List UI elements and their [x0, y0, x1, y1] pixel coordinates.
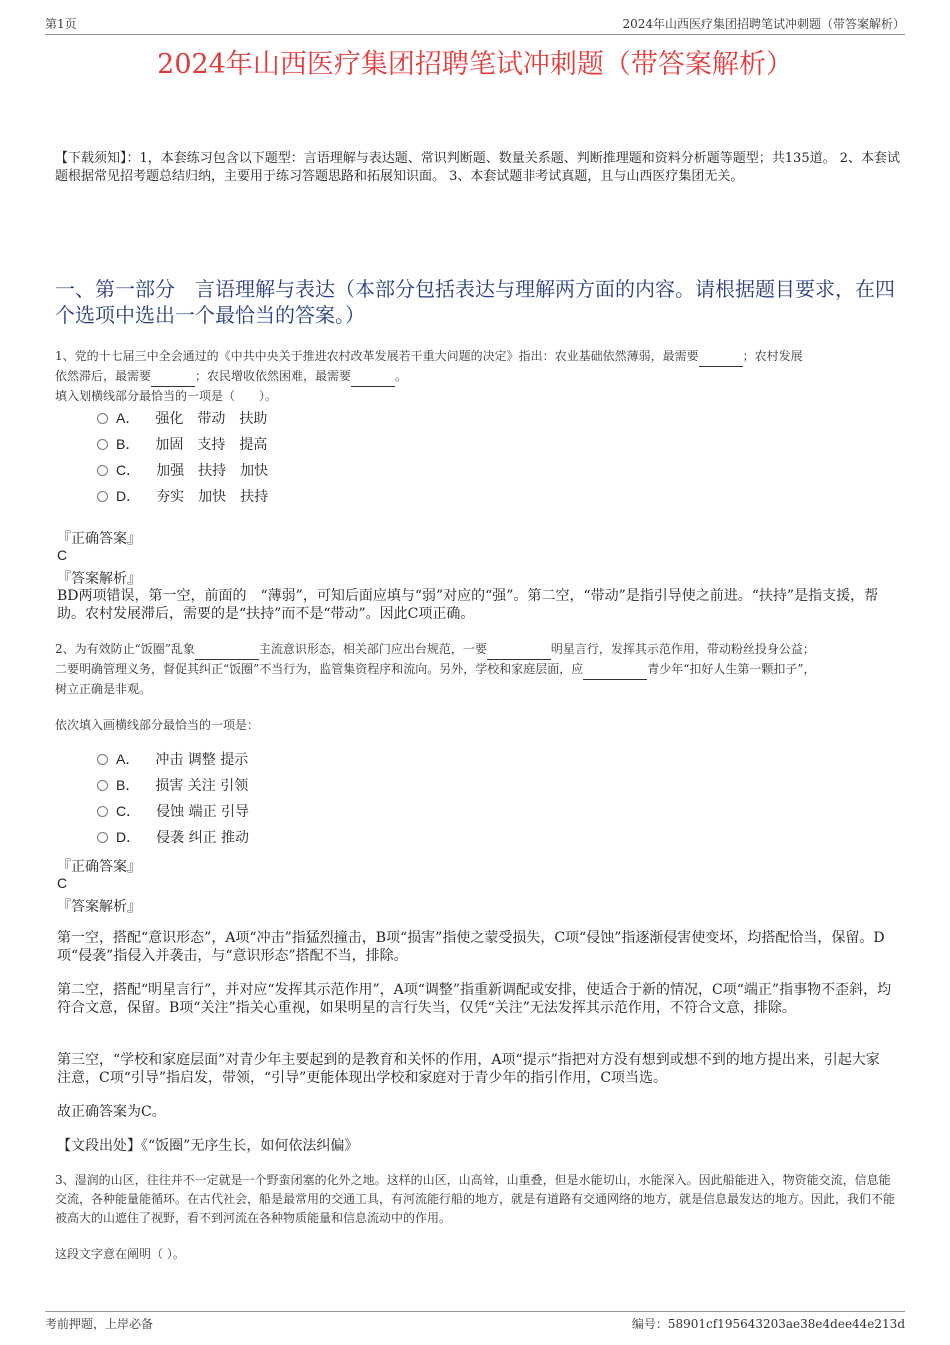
q1-answer-label: 『正确答案』	[57, 531, 141, 547]
option-text: 加强 扶持 加快	[156, 463, 269, 479]
radio-icon[interactable]	[97, 754, 108, 765]
option-letter: C．	[116, 803, 141, 819]
blank-line	[151, 367, 195, 387]
blank-line	[487, 640, 551, 660]
page-number: 第1页	[45, 17, 77, 31]
q1-answer: C	[57, 547, 68, 563]
option-letter: C．	[116, 462, 141, 478]
document-title: 2024年山西医疗集团招聘笔试冲刺题（带答案解析）	[157, 49, 793, 80]
q2-analysis-para-1: 第一空，搭配“意识形态”，A项“冲击”指猛烈撞击，B项“损害”指使之蒙受损失，C项“侵蚀”指逐渐侵害使变坏，均搭配恰当，保留。D项“侵袭”指侵入并袭击，与“意识形态”搭配不当，排除。	[57, 930, 885, 964]
q1-prompt: 填入划横线部分最恰当的一项是（ ）。	[55, 389, 278, 403]
radio-icon[interactable]	[97, 465, 108, 476]
option-letter: A．	[116, 410, 140, 426]
header-doc-title: 2024年山西医疗集团招聘笔试冲刺题（带答案解析）	[622, 17, 905, 31]
q1-option-d[interactable]	[97, 486, 268, 506]
q2-option-c[interactable]	[97, 801, 249, 821]
blank-line	[195, 640, 259, 660]
q3-prompt: 这段文字意在阐明（ ）。	[55, 1247, 185, 1261]
option-text: 侵袭 纠正 推动	[156, 830, 250, 846]
radio-icon[interactable]	[97, 832, 108, 843]
blank-line	[699, 347, 743, 367]
option-text: 侵蚀 端正 引导	[156, 804, 250, 820]
option-text: 损害 关注 引领	[155, 778, 249, 794]
option-text: 加固 支持 提高	[155, 437, 268, 453]
q2-stem-part: 二要明确管理义务，督促其纠正“饭圈”不当行为，监管集资程序和流向。另外，学校和家庭层面，应	[55, 662, 584, 676]
q1-stem-part: ；农村发展	[742, 349, 803, 363]
q2-option-d[interactable]	[97, 827, 249, 847]
header-rule	[45, 34, 905, 35]
q1-stem-part: ；农民增收依然困难，最需要	[195, 369, 352, 383]
q2-source: 【文段出处】《“饭圈”无序生长，如何依法纠偏》	[57, 1138, 359, 1154]
q1-option-b[interactable]	[97, 434, 267, 454]
q1-option-a[interactable]	[97, 408, 267, 428]
q2-analysis-para-2: 第二空，搭配“明星言行”，并对应“发挥其示范作用”，A项“调整”指重新调配或安排，使适合于新的情况，C项“端正”指事物不歪斜，均符合文意，保留。B项“关注”指关心重视，如果明星的言行失当，仅凭“关注”无法发挥其示范作用，不符合文意，排除。	[57, 982, 892, 1016]
q1-stem-part: 依然滞后，最需要	[55, 369, 152, 383]
q2-stem-part: 2、为有效防止“饭圈”乱象	[55, 642, 195, 656]
q2-option-b[interactable]	[97, 775, 248, 795]
footer-rule	[45, 1311, 905, 1312]
q2-stem-part: 青少年“扣好人生第一颗扣子”，	[647, 662, 816, 676]
question-3-stem: 3、湿润的山区，往往并不一定就是一个野蛮闭塞的化外之地。这样的山区，山高耸，山重叠，但是水能切山，水能深入。因此船能进入，物资能交流，信息能交流，各种能量能循环。在古代社会，船是最常用的交通工具，有河流能行船的地方，就是有道路有交通网络的地方，就是信息最发达的地方。因此，我们不能被高大的山遮住了视野，看不到河流在各种物质能量和信息流动中的作用。	[55, 1173, 896, 1225]
option-letter: B．	[116, 777, 140, 793]
footer-doc-id: 编号：58901cf195643203ae38e4dee44e213d	[631, 1317, 905, 1331]
q1-option-c[interactable]	[97, 460, 268, 480]
question-2-stem	[55, 640, 900, 699]
option-letter: B．	[116, 436, 140, 452]
option-text: 冲击 调整 提示	[155, 752, 249, 768]
q2-option-a[interactable]	[97, 749, 248, 769]
option-letter: D．	[116, 488, 141, 504]
radio-icon[interactable]	[97, 439, 108, 450]
q2-answer: C	[57, 875, 68, 891]
q2-stem-part: 明星言行，发挥其示范作用，带动粉丝投身公益；	[550, 642, 815, 656]
q2-analysis-para-4: 故正确答案为C。	[57, 1104, 166, 1120]
question-1-stem	[55, 347, 900, 406]
radio-icon[interactable]	[97, 780, 108, 791]
section-heading: 一、第一部分 言语理解与表达（本部分包括表达与理解两方面的内容。请根据题目要求，在四个选项中选出一个最恰当的答案。）	[55, 277, 895, 327]
option-letter: D．	[116, 829, 141, 845]
q2-answer-label: 『正确答案』	[57, 859, 141, 875]
option-text: 夯实 加快 扶持	[156, 489, 269, 505]
blank-line	[583, 660, 647, 680]
radio-icon[interactable]	[97, 806, 108, 817]
download-notice: 【下载须知】：1，本套练习包含以下题型：言语理解与表达题、常识判断题、数量关系题、判断推理题和资料分析题等题型；共135道。 2、本套试题根据常见招考题总结归纳，主要用于练习答题思路和拓展知识面。 3、本套试题非考试真题，且与山西医疗集团无关。	[55, 151, 900, 184]
option-text: 强化 带动 扶助	[155, 411, 268, 427]
q1-analysis: BD两项错误，第一空，前面的 “薄弱”，可知后面应填与“弱”对应的“强”。第二空，“带动”是指引导使之前进。“扶持”是指支援，帮助。农村发展滞后，需要的是“扶持”而不是“带动”。因此C项正确。	[57, 588, 879, 622]
q2-stem-part: 树立正确是非观。	[55, 682, 152, 696]
q2-analysis-label: 『答案解析』	[57, 899, 141, 915]
footer-slogan: 考前押题，上岸必备	[45, 1317, 154, 1331]
q2-stem-part: 主流意识形态，相关部门应出台规范，一要	[258, 642, 487, 656]
q2-prompt: 依次填入画横线部分最恰当的一项是：	[55, 718, 260, 732]
radio-icon[interactable]	[97, 413, 108, 424]
q1-stem-part: 。	[395, 369, 408, 383]
q2-analysis-para-3: 第三空，“学校和家庭层面”对青少年主要起到的是教育和关怀的作用，A项“提示”指把对方没有想到或想不到的地方提出来，引起大家注意，C项“引导”指启发，带领，“引导”更能体现出学校和家庭对于青少年的指引作用，C项当选。	[57, 1052, 880, 1086]
q1-stem-part: 1、党的十七届三中全会通过的《中共中央关于推进农村改革发展若干重大问题的决定》指出：农业基础依然薄弱，最需要	[55, 349, 699, 363]
radio-icon[interactable]	[97, 491, 108, 502]
blank-line	[351, 367, 395, 387]
option-letter: A．	[116, 751, 140, 767]
q1-analysis-label: 『答案解析』	[57, 571, 141, 587]
